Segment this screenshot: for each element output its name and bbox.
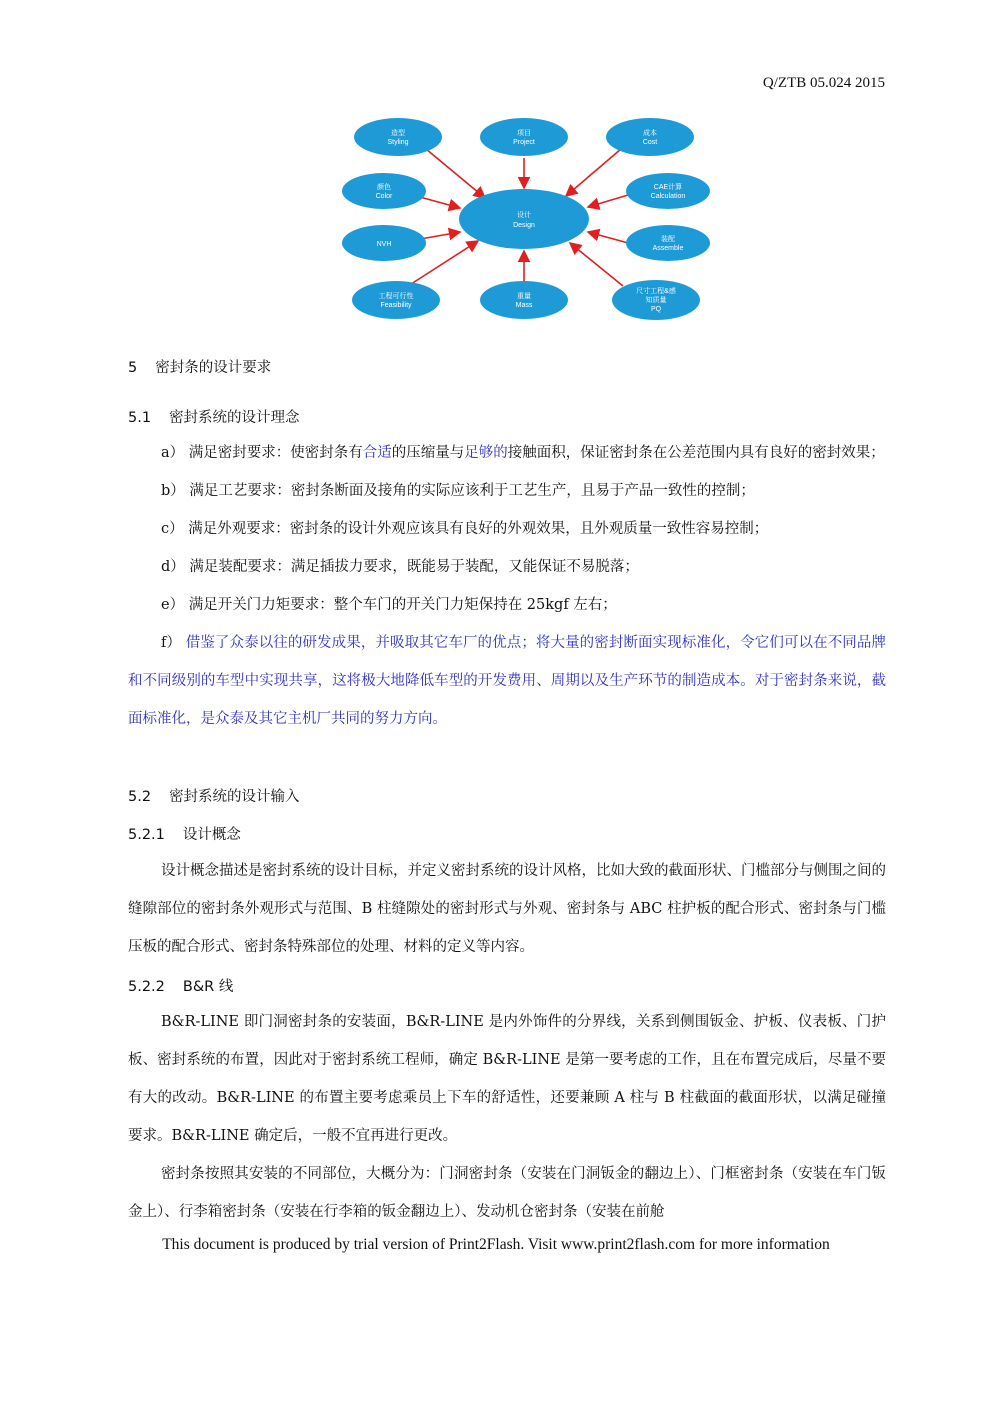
node-label-en2: PQ [650, 306, 662, 313]
section-heading-5-2-1 [128, 823, 241, 844]
center-label-cn: 设计 [517, 212, 531, 219]
section-title: 密封条的设计要求 [155, 360, 272, 376]
node-label-cn: 尺寸工程&感 [636, 288, 676, 295]
br-line-body [128, 1003, 886, 1231]
section-title: 设计概念 [182, 827, 241, 843]
node-label-cn: 造型 [391, 130, 405, 137]
section-title: 密封系统的设计理念 [169, 410, 300, 426]
item-b: b） 满足工艺要求：密封条断面及接角的实际应该利于工艺生产，且易于产品一致性的控制； [161, 483, 755, 499]
item-a-highlight: 合适 [362, 445, 392, 461]
arrow-pq [570, 243, 623, 286]
node-cae [626, 173, 710, 209]
design-concept-body [128, 852, 886, 966]
node-label-en: Project [513, 139, 535, 146]
section-number: 5.2 [128, 789, 152, 805]
section-heading-5 [128, 356, 271, 377]
node-project [480, 118, 568, 156]
item-f-label: f） [161, 635, 186, 651]
section-heading-5-2-2 [128, 975, 233, 996]
item-e: e） 满足开关门力矩要求：整个车门的开关门力矩保持在 25kgf 左右； [161, 597, 617, 613]
node-label-cn: 项目 [517, 130, 531, 137]
section-number: 5.2.2 [128, 979, 165, 995]
section-number: 5.1 [128, 410, 152, 426]
item-f-text: 借鉴了众泰以往的研发成果，并吸取其它车厂的优点；将大量的密封断面实现标准化，令它们可以在不同品牌和不同级别的车型中实现共享，这将极大地降低车型的开发费用、周期以及生产环节的制造成本。对于密封条来说，截面标准化，是众泰及其它主机厂共同的努力方向。 [128, 635, 886, 727]
arrow-styling [426, 149, 485, 198]
section-number: 5.2.1 [128, 827, 165, 843]
node-label-en: Cost [642, 139, 658, 146]
section-title: B&R 线 [182, 979, 234, 995]
node-label-cn: 颜色 [377, 184, 391, 191]
node-color [342, 173, 426, 209]
diagram-svg [338, 116, 718, 322]
arrow-assemble [588, 232, 628, 243]
item-c: c） 满足外观要求：密封条的设计外观应该具有良好的外观效果，且外观质量一致性容易控制； [161, 521, 769, 537]
design-factors-diagram [338, 116, 718, 322]
paragraph: 密封条按照其安装的不同部位，大概分为：门洞密封条（安装在门洞钣金的翻边上）、门框密封条（安装在车门钣金上）、行李箱密封条（安装在行李箱的钣金翻边上）、发动机仓密封条（安装在前舱 [128, 1166, 886, 1220]
item-a-text: a） 满足密封要求：使密封条有 [161, 445, 363, 461]
paragraph: B&R-LINE 即门洞密封条的安装面，B&R-LINE 是内外饰件的分界线，关系到侧围钣金、护板、仪表板、门护板、密封系统的布置，因此对于密封系统工程师，确定 B&R-LINE 是第一要考虑的工作，且在布置完成后，尽量不要有大的改动。B&R-LINE 的布置主要考虑乘员上下车的舒适性，还要兼顾 A 柱与 B 柱截面的截面形状，以满足碰撞要求。B&R-LINE 确定后，一般不宜再进行更改。 [128, 1014, 886, 1144]
node-label-en: Mass [515, 302, 533, 309]
item-a-text: 接触面积，保证密封条在公差范围内具有良好的密封效果； [507, 445, 885, 461]
node-label-cn: CAE计算 [653, 184, 683, 191]
design-principles-list [128, 434, 886, 738]
node-label-en: Feasibility [380, 302, 412, 309]
node-label-cn: 装配 [661, 236, 675, 243]
arrow-cost [566, 149, 621, 196]
node-cost [606, 118, 694, 156]
item-d: d） 满足装配要求：满足插拔力要求，既能易于装配，又能保证不易脱落； [161, 559, 639, 575]
item-a [128, 434, 886, 472]
item-a-text: 的压缩量与 [391, 445, 465, 461]
node-assemble [626, 225, 710, 261]
document-code: Q/ZTB 05.024 2015 [762, 75, 885, 91]
section-heading-5-1 [128, 406, 300, 427]
node-label-cn: 重量 [517, 293, 531, 300]
item-a-highlight: 足够的 [464, 445, 508, 461]
node-mass [480, 281, 568, 319]
node-label-en: 知质量 [645, 297, 667, 304]
node-label-cn: NVH [376, 241, 392, 248]
section-heading-5-2 [128, 785, 300, 806]
node-label-en: Assemble [652, 245, 684, 252]
node-label-en: Color [375, 193, 393, 200]
center-label-en: Design [513, 222, 535, 229]
section-title: 密封系统的设计输入 [169, 789, 300, 805]
center-node [459, 189, 589, 249]
trial-version-notice: This document is produced by trial version of Print2Flash. Visit www.print2flash.com for more information [162, 1236, 830, 1253]
section-number: 5 [128, 360, 138, 376]
node-label-en: Styling [387, 139, 409, 146]
item-f [128, 624, 886, 738]
arrow-cae [588, 195, 628, 207]
node-label-en: Calculation [650, 193, 686, 200]
node-label-cn: 成本 [643, 130, 657, 137]
node-styling [354, 118, 442, 156]
paragraph: 设计概念描述是密封系统的设计目标，并定义密封系统的设计风格，比如大致的截面形状、门槛部分与侧围之间的缝隙部位的密封条外观形式与范围、B 柱缝隙处的密封形式与外观、密封条与 ABC 柱护板的配合形式、密封条与门槛压板的配合形式、密封条特殊部位的处理、材料的定义等内容。 [128, 863, 886, 955]
node-feasibility [352, 281, 440, 319]
node-label-cn: 工程可行性 [378, 293, 414, 300]
